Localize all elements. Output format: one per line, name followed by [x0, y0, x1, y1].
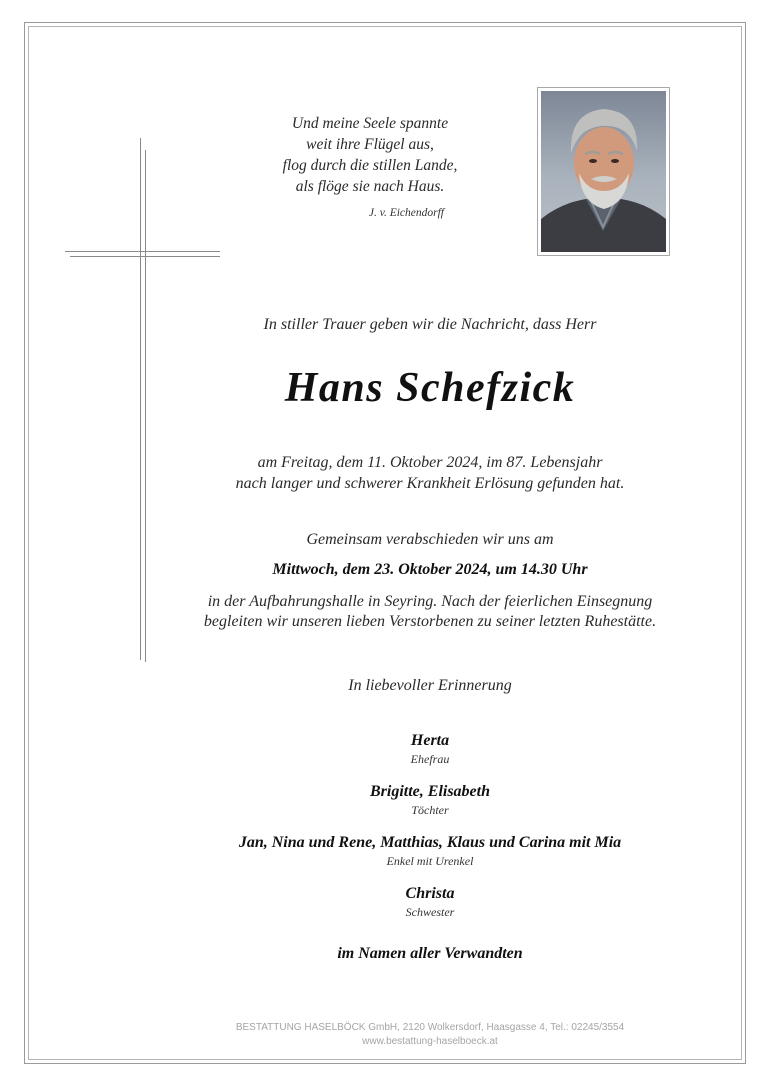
poem-line: Und meine Seele spannte	[291, 115, 449, 132]
farewell-date: Mittwoch, dem 23. Oktober 2024, um 14.30 Uhr	[272, 561, 588, 578]
poem	[250, 113, 490, 197]
portrait-illustration	[541, 91, 666, 252]
farewell-place-line: in der Aufbahrungshalle in Seyring. Nach der feierlichen Einsegnung	[207, 593, 653, 610]
family-member-role: Ehefrau	[410, 752, 450, 766]
cross-horizontal-line	[65, 251, 220, 252]
death-notice-line: nach langer und schwerer Krankheit Erlösung gefunden hat.	[235, 475, 625, 492]
poem-author: J. v. Eichendorff	[368, 207, 444, 219]
family-member-name: Herta	[410, 732, 450, 749]
farewell-place	[120, 592, 740, 632]
deceased-name: Hans Schefzick	[284, 365, 576, 411]
cross-horizontal-line	[70, 256, 220, 257]
portrait-image	[541, 91, 666, 252]
memory-line: In liebevoller Erinnerung	[348, 677, 512, 694]
poem-line: weit ihre Flügel aus,	[306, 136, 434, 153]
family-member-name: Brigitte, Elisabeth	[369, 783, 490, 800]
family-member-role: Schwester	[405, 905, 455, 919]
family-member-role: Enkel mit Urenkel	[386, 854, 474, 868]
footer-website: www.bestattung-haselboeck.at	[362, 1036, 498, 1047]
death-notice	[120, 452, 740, 494]
footer-address: BESTATTUNG HASELBÖCK GmbH, 2120 Wolkersdorf, Haasgasse 4, Tel.: 02245/3554	[235, 1022, 625, 1033]
family-member-name: Christa	[405, 885, 455, 902]
farewell-intro: Gemeinsam verabschieden wir uns am	[306, 531, 554, 548]
poem-line: flog durch die stillen Lande,	[282, 157, 458, 174]
intro-text: In stiller Trauer geben wir die Nachricht, dass Herr	[263, 316, 597, 333]
poem-line: als flöge sie nach Haus.	[295, 178, 445, 195]
portrait-photo	[537, 87, 670, 256]
closing-line: im Namen aller Verwandten	[337, 945, 523, 962]
farewell-place-line: begleiten wir unseren lieben Verstorbenen zu seiner letzten Ruhestätte.	[203, 613, 657, 630]
family-member-name: Jan, Nina und Rene, Matthias, Klaus und Carina mit Mia	[238, 834, 622, 851]
family-member-role: Töchter	[411, 803, 449, 817]
death-notice-line: am Freitag, dem 11. Oktober 2024, im 87. Lebensjahr	[257, 454, 603, 471]
